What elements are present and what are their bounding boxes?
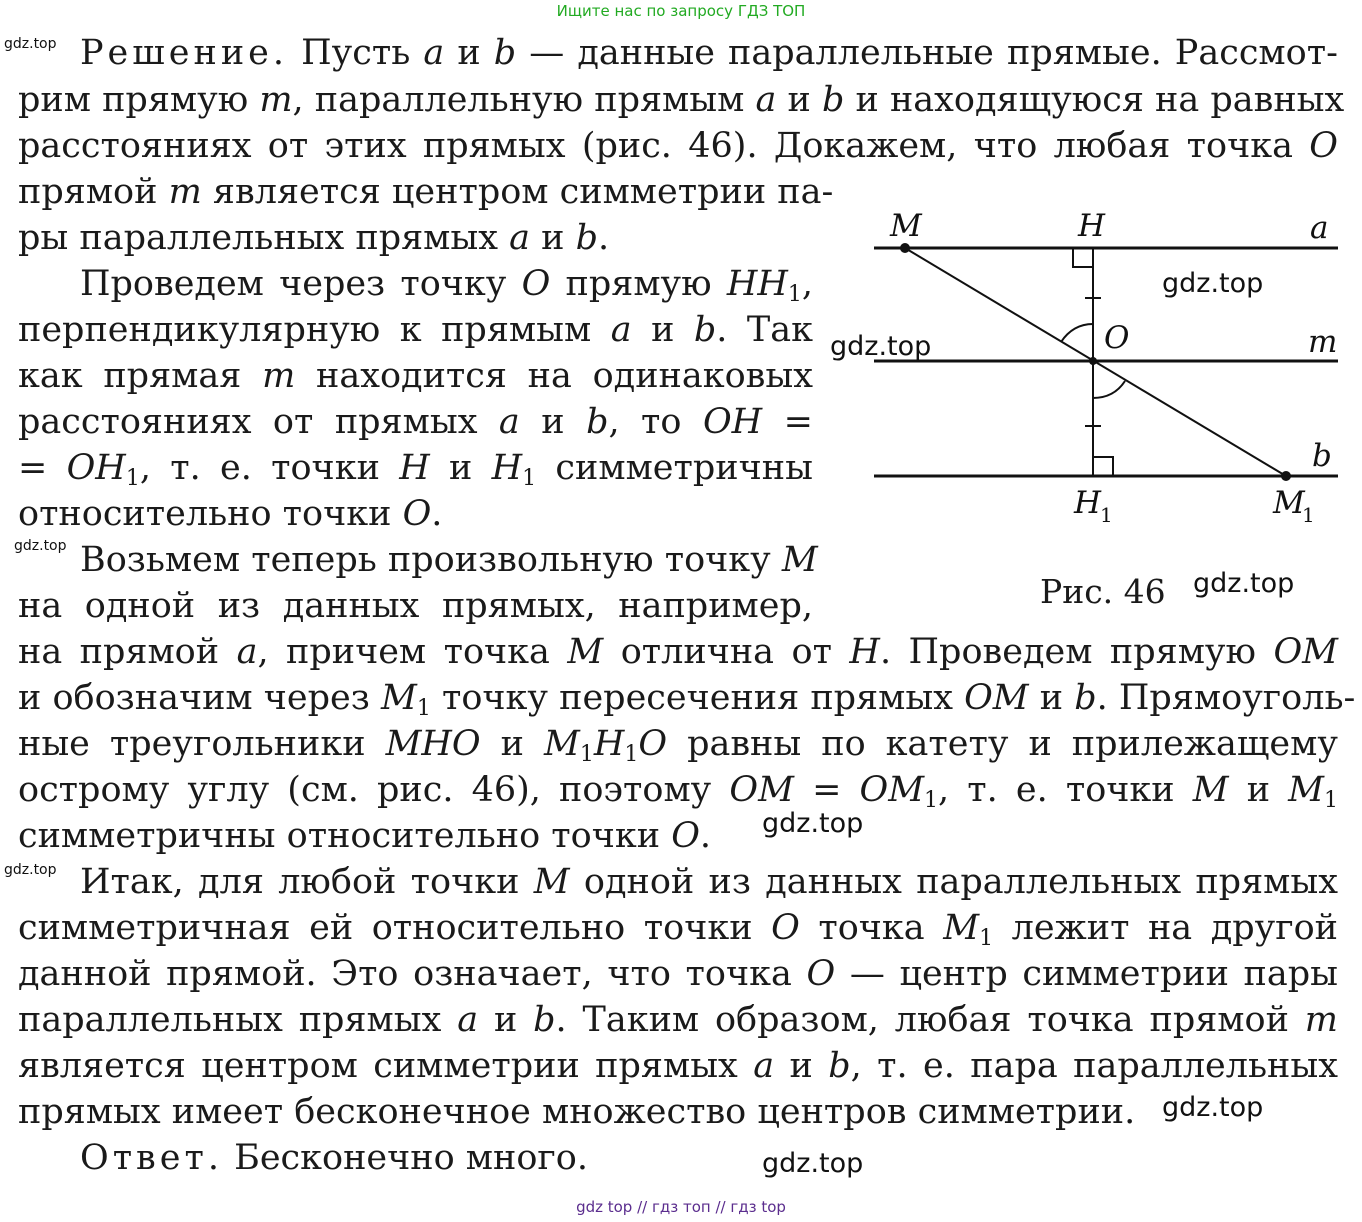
text-line: ные треугольники MHO и $M_1H_1O$ равны по катету и прилежащему [18, 724, 1338, 767]
point-M [900, 243, 910, 253]
label-M1-sub: 1 [1302, 503, 1315, 527]
watermark: gdz.top [4, 862, 57, 878]
text-line: как прямая m находится на одинаковых [18, 356, 813, 396]
watermark: gdz.top [1162, 268, 1264, 299]
text-line: перпендикулярную к прямым a и b. Так [18, 310, 813, 350]
right-angle-H [1073, 248, 1093, 267]
watermark: gdz.top [762, 808, 864, 839]
right-angle-H1 [1093, 457, 1113, 476]
text-line: является центром симметрии прямых a и b, т. е. пара параллельных [18, 1046, 1338, 1086]
figure-caption: Рис. 46 [1040, 572, 1166, 611]
label-O: O [1104, 320, 1130, 356]
text-line: расстояниях от этих прямых (рис. 46). Докажем, что любая точка O [18, 126, 1338, 166]
label-H: H [1078, 208, 1106, 244]
text-line: Решение. Пусть a и b — данные параллельные прямые. Рассмот- [80, 33, 1338, 73]
text-line: Проведем через точку O прямую $HH_1$, [80, 264, 813, 307]
angle-arc-lower [1093, 381, 1125, 398]
text-line: данной прямой. Это означает, что точка O — центр симметрии пары [18, 954, 1338, 994]
answer-line: Ответ. Бесконечно много. [80, 1138, 588, 1178]
point-M1 [1281, 471, 1291, 481]
label-H1-sub: 1 [1100, 503, 1113, 527]
angle-arc-upper [1061, 324, 1093, 342]
text-line: расстояниях от прямых a и b, то OH = [18, 402, 813, 442]
text-line: прямых имеет бесконечное множество центров симметрии. [18, 1092, 1136, 1132]
text-line: ры параллельных прямых a и b. [18, 218, 610, 258]
text-line: параллельных прямых a и b. Таким образом, любая точка прямой m [18, 1000, 1338, 1040]
text-line: = $OH_1$, т. е. точки H и $H_1$ симметричны [18, 448, 813, 491]
label-m: m [1308, 324, 1338, 360]
label-b: b [1312, 438, 1332, 474]
text-line: и обозначим через $M_1$ точку пересечения прямых OM и b. Прямоуголь- [18, 678, 1356, 721]
label-M1: M [1273, 485, 1305, 521]
text-line: острому углу (см. рис. 46), поэтому OM = $OM_1$, т. е. точки M и $M_1$ [18, 770, 1338, 813]
label-H1: H [1074, 485, 1102, 521]
figure-46 [860, 200, 1350, 540]
text-line: симметричны относительно точки O. [18, 816, 712, 856]
label-M: M [890, 208, 922, 244]
text-line: прямой m является центром симметрии па- [18, 172, 834, 212]
text-line: относительно точки O. [18, 494, 443, 534]
bottom-banner[interactable]: gdz top // гдз топ // гдз top [576, 1198, 786, 1216]
watermark: gdz.top [4, 36, 57, 52]
watermark: gdz.top [762, 1148, 864, 1179]
watermark: gdz.top [830, 331, 932, 362]
text-line: рим прямую m, параллельную прямым a и b и находящуюся на равных [18, 80, 1345, 120]
text-line: на одной из данных прямых, например, [18, 586, 813, 626]
label-a: a [1310, 210, 1329, 246]
top-banner[interactable]: Ищите нас по запросу ГДЗ ТОП [556, 2, 806, 20]
text-line: на прямой a, причем точка M отлична от H. Проведем прямую OM [18, 632, 1338, 672]
text-line: Возьмем теперь произвольную точку M [80, 540, 818, 580]
watermark: gdz.top [1162, 1092, 1264, 1123]
text-line: симметричная ей относительно точки O точка $M_1$ лежит на другой [18, 908, 1338, 951]
point-O [1089, 357, 1097, 365]
text-line: Итак, для любой точки M одной из данных параллельных прямых [80, 862, 1338, 902]
watermark: gdz.top [1193, 568, 1295, 599]
watermark: gdz.top [14, 538, 67, 554]
